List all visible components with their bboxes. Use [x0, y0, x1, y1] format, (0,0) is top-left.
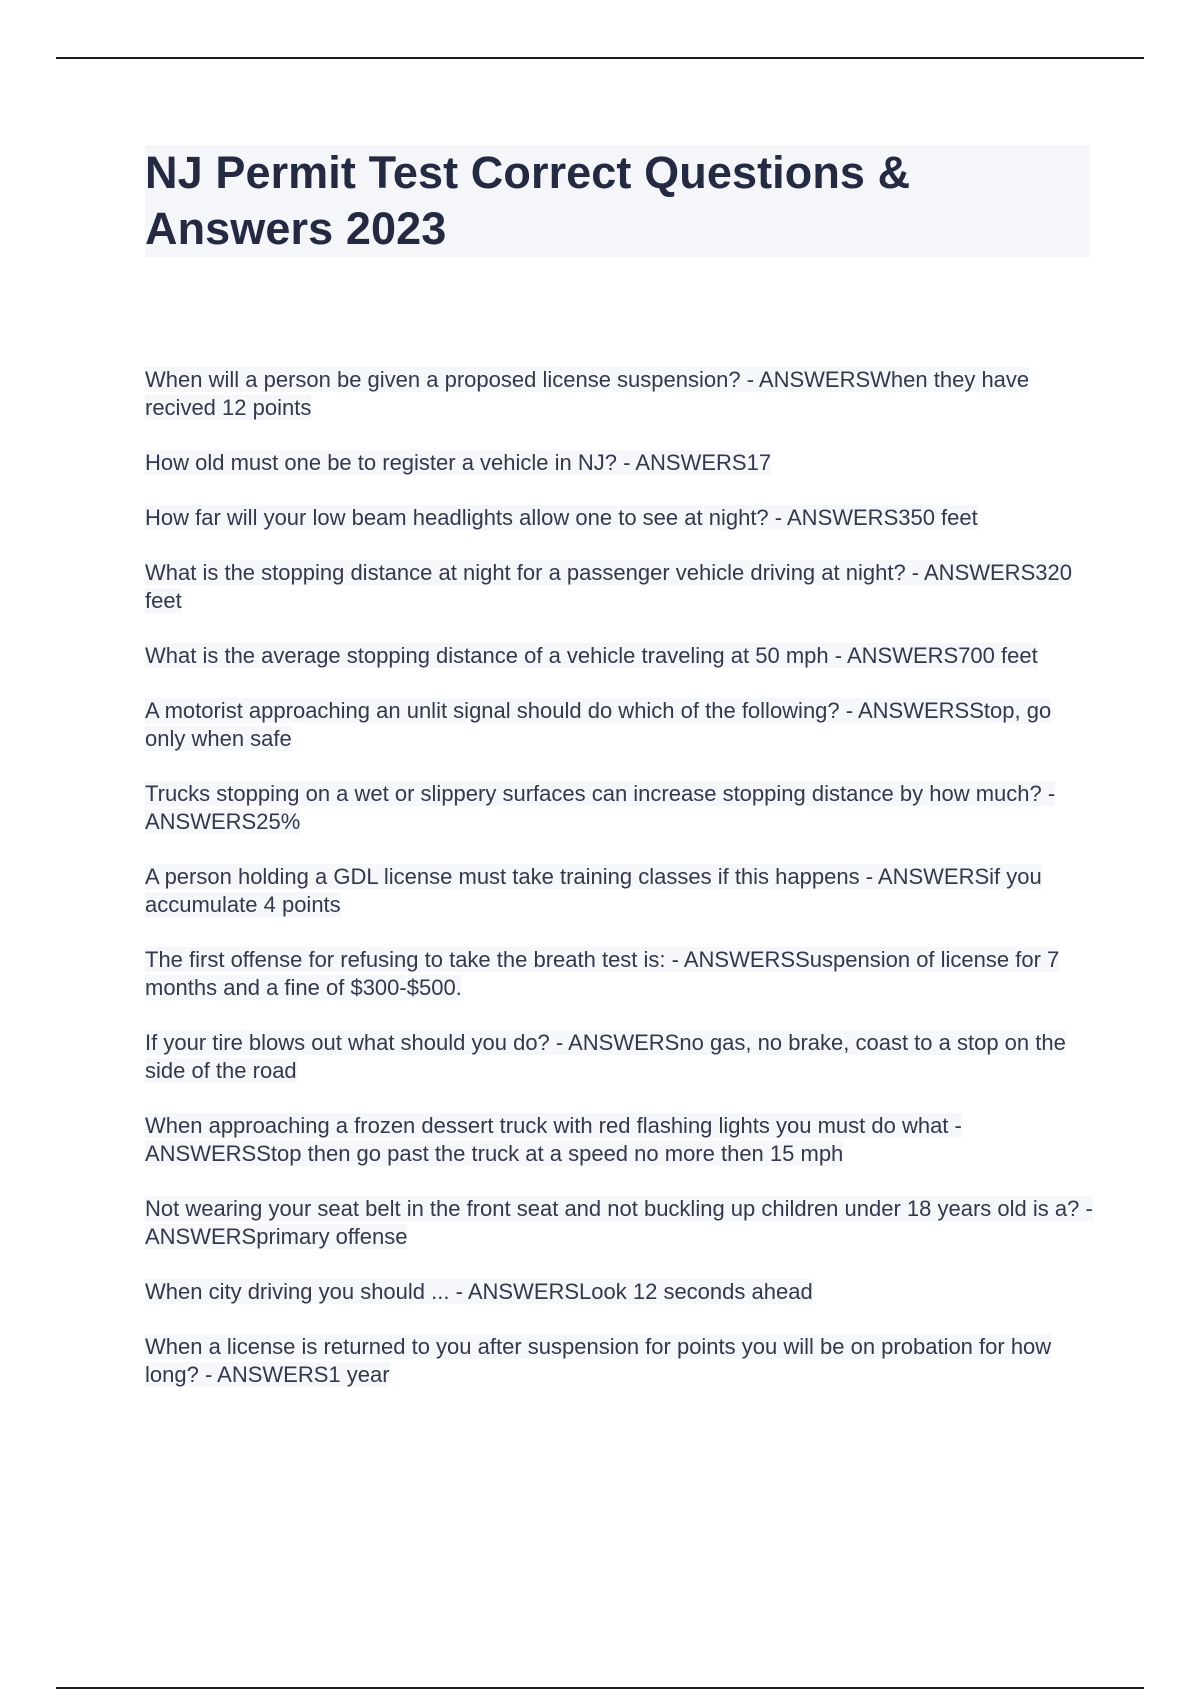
- qa-text: When will a person be given a proposed license suspension? - ANSWERSWhen they have recived 12 points: [145, 367, 1030, 420]
- qa-text: If your tire blows out what should you do? - ANSWERSno gas, no brake, coast to a stop on the side of the road: [145, 1030, 1066, 1083]
- qa-item: [145, 1112, 1095, 1168]
- qa-item: [145, 559, 1095, 615]
- qa-item: [145, 1333, 1095, 1389]
- qa-text: Not wearing your seat belt in the front seat and not buckling up children under 18 years old is a? - ANSWERSprimary offense: [145, 1196, 1093, 1249]
- qa-text: Trucks stopping on a wet or slippery surfaces can increase stopping distance by how much? - ANSWERS25%: [145, 781, 1056, 834]
- qa-text: A motorist approaching an unlit signal should do which of the following? - ANSWERSStop, go only when safe: [145, 698, 1052, 751]
- qa-item: [145, 642, 1095, 670]
- qa-item: [145, 1195, 1095, 1251]
- bottom-rule: [56, 1687, 1144, 1689]
- qa-item: [145, 504, 1095, 532]
- top-rule: [56, 57, 1144, 59]
- qa-item: [145, 449, 1095, 477]
- qa-item: [145, 780, 1095, 836]
- qa-item: [145, 946, 1095, 1002]
- qa-text: The first offense for refusing to take the breath test is: - ANSWERSSuspension of license for 7 months and a fine of $300-$500.: [145, 947, 1060, 1000]
- qa-text: What is the stopping distance at night for a passenger vehicle driving at night? - ANSWERS320 feet: [145, 560, 1072, 613]
- title-line-2: Answers 2023: [145, 203, 447, 254]
- qa-item: [145, 1029, 1095, 1085]
- qa-text: How far will your low beam headlights allow one to see at night? - ANSWERS350 feet: [145, 505, 978, 530]
- qa-text: What is the average stopping distance of a vehicle traveling at 50 mph - ANSWERS700 feet: [145, 643, 1038, 668]
- qa-text: When approaching a frozen dessert truck with red flashing lights you must do what - ANSWERSStop then go past the truck at a speed no more then 15 mph: [145, 1113, 962, 1166]
- qa-item: [145, 366, 1095, 422]
- qa-item: [145, 1278, 1095, 1306]
- qa-text: When a license is returned to you after suspension for points you will be on probation for how long? - ANSWERS1 year: [145, 1334, 1052, 1387]
- qa-text: When city driving you should ... - ANSWERSLook 12 seconds ahead: [145, 1279, 813, 1304]
- title-line-1: NJ Permit Test Correct Questions &: [145, 147, 911, 198]
- qa-item: [145, 863, 1095, 919]
- qa-text: How old must one be to register a vehicle in NJ? - ANSWERS17: [145, 450, 772, 475]
- page-title: [145, 145, 1090, 257]
- qa-list: [145, 366, 1095, 1416]
- title-block: [145, 145, 1090, 257]
- qa-item: [145, 697, 1095, 753]
- qa-text: A person holding a GDL license must take training classes if this happens - ANSWERSif you accumulate 4 points: [145, 864, 1042, 917]
